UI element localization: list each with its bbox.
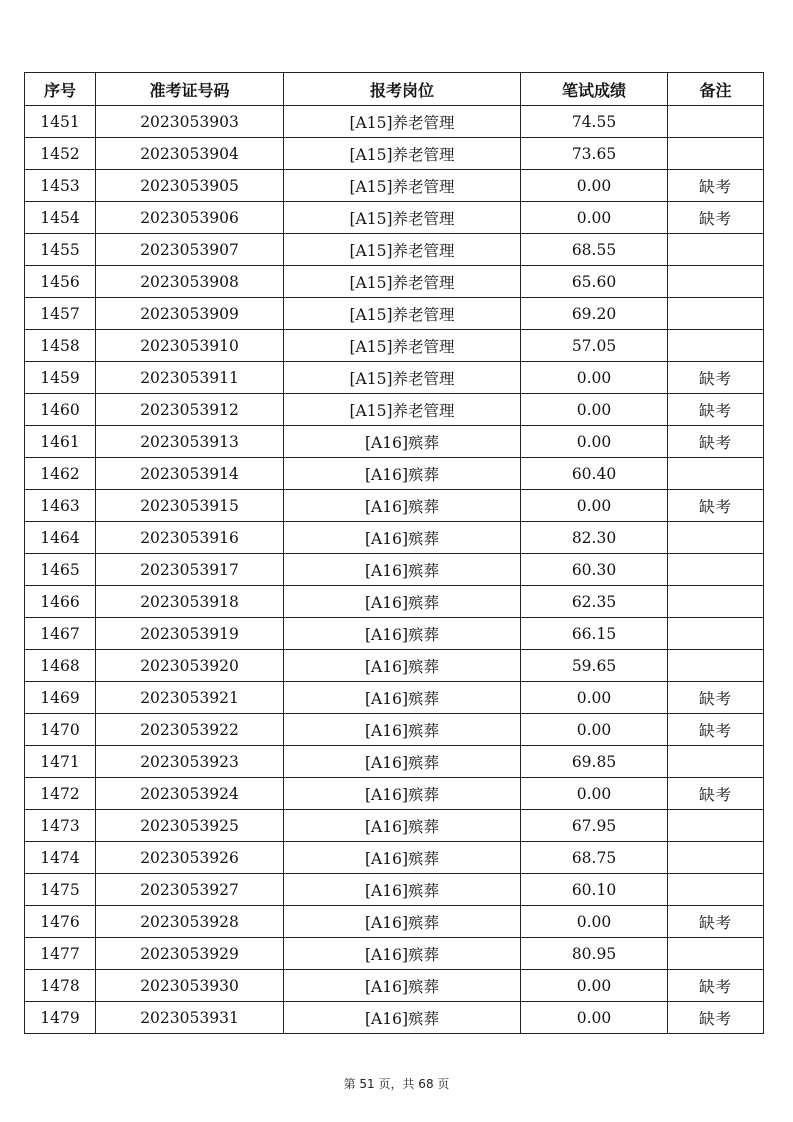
cell-written-score: 0.00 [521, 426, 668, 458]
header-position: 报考岗位 [284, 73, 521, 106]
cell-serial: 1478 [25, 970, 96, 1002]
cell-remark [668, 298, 764, 330]
cell-serial: 1452 [25, 138, 96, 170]
cell-position: [A16]殡葬 [284, 970, 521, 1002]
table-row [25, 426, 764, 458]
cell-serial: 1465 [25, 554, 96, 586]
cell-position: [A15]养老管理 [284, 362, 521, 394]
cell-ticket-number: 2023053909 [96, 298, 284, 330]
cell-ticket-number: 2023053915 [96, 490, 284, 522]
cell-remark: 缺考 [668, 170, 764, 202]
cell-written-score: 69.85 [521, 746, 668, 778]
table-row [25, 490, 764, 522]
cell-remark: 缺考 [668, 394, 764, 426]
cell-serial: 1458 [25, 330, 96, 362]
cell-position: [A15]养老管理 [284, 202, 521, 234]
cell-remark [668, 842, 764, 874]
cell-position: [A16]殡葬 [284, 586, 521, 618]
cell-remark: 缺考 [668, 682, 764, 714]
cell-position: [A16]殡葬 [284, 778, 521, 810]
header-ticket-number: 准考证号码 [96, 73, 284, 106]
cell-remark [668, 330, 764, 362]
table-body [25, 106, 764, 1034]
table-header-row [25, 73, 764, 106]
cell-ticket-number: 2023053913 [96, 426, 284, 458]
cell-ticket-number: 2023053926 [96, 842, 284, 874]
table-row [25, 714, 764, 746]
cell-remark [668, 458, 764, 490]
cell-serial: 1462 [25, 458, 96, 490]
cell-ticket-number: 2023053927 [96, 874, 284, 906]
cell-position: [A16]殡葬 [284, 650, 521, 682]
table-row [25, 842, 764, 874]
score-table [24, 72, 764, 1034]
cell-ticket-number: 2023053930 [96, 970, 284, 1002]
cell-ticket-number: 2023053917 [96, 554, 284, 586]
cell-remark: 缺考 [668, 778, 764, 810]
cell-position: [A16]殡葬 [284, 490, 521, 522]
cell-ticket-number: 2023053923 [96, 746, 284, 778]
table-row [25, 362, 764, 394]
cell-written-score: 62.35 [521, 586, 668, 618]
cell-serial: 1473 [25, 810, 96, 842]
table-row [25, 682, 764, 714]
table-row [25, 874, 764, 906]
cell-written-score: 0.00 [521, 906, 668, 938]
cell-serial: 1476 [25, 906, 96, 938]
cell-remark: 缺考 [668, 1002, 764, 1034]
cell-serial: 1463 [25, 490, 96, 522]
cell-written-score: 68.55 [521, 234, 668, 266]
cell-position: [A16]殡葬 [284, 1002, 521, 1034]
cell-written-score: 67.95 [521, 810, 668, 842]
cell-written-score: 65.60 [521, 266, 668, 298]
table-row [25, 170, 764, 202]
cell-remark: 缺考 [668, 970, 764, 1002]
cell-remark [668, 746, 764, 778]
cell-written-score: 0.00 [521, 970, 668, 1002]
cell-position: [A16]殡葬 [284, 522, 521, 554]
cell-ticket-number: 2023053924 [96, 778, 284, 810]
cell-position: [A15]养老管理 [284, 170, 521, 202]
cell-ticket-number: 2023053931 [96, 1002, 284, 1034]
cell-remark [668, 234, 764, 266]
cell-position: [A16]殡葬 [284, 810, 521, 842]
cell-written-score: 0.00 [521, 1002, 668, 1034]
cell-remark [668, 266, 764, 298]
cell-written-score: 60.30 [521, 554, 668, 586]
cell-serial: 1457 [25, 298, 96, 330]
cell-serial: 1459 [25, 362, 96, 394]
cell-written-score: 74.55 [521, 106, 668, 138]
cell-ticket-number: 2023053903 [96, 106, 284, 138]
table-row [25, 458, 764, 490]
cell-remark [668, 618, 764, 650]
cell-position: [A16]殡葬 [284, 938, 521, 970]
table-row [25, 810, 764, 842]
cell-written-score: 0.00 [521, 682, 668, 714]
table-row [25, 522, 764, 554]
cell-position: [A15]养老管理 [284, 138, 521, 170]
cell-serial: 1467 [25, 618, 96, 650]
cell-remark: 缺考 [668, 714, 764, 746]
cell-written-score: 82.30 [521, 522, 668, 554]
cell-position: [A16]殡葬 [284, 842, 521, 874]
cell-ticket-number: 2023053928 [96, 906, 284, 938]
table-row [25, 330, 764, 362]
cell-written-score: 68.75 [521, 842, 668, 874]
table-row [25, 234, 764, 266]
cell-remark: 缺考 [668, 202, 764, 234]
cell-serial: 1470 [25, 714, 96, 746]
cell-ticket-number: 2023053910 [96, 330, 284, 362]
table-row [25, 266, 764, 298]
cell-remark [668, 938, 764, 970]
cell-position: [A15]养老管理 [284, 394, 521, 426]
cell-written-score: 59.65 [521, 650, 668, 682]
header-serial: 序号 [25, 73, 96, 106]
table-row [25, 394, 764, 426]
cell-remark [668, 138, 764, 170]
cell-ticket-number: 2023053911 [96, 362, 284, 394]
cell-position: [A16]殡葬 [284, 426, 521, 458]
table-row [25, 298, 764, 330]
cell-ticket-number: 2023053908 [96, 266, 284, 298]
cell-remark [668, 586, 764, 618]
cell-written-score: 60.40 [521, 458, 668, 490]
cell-position: [A15]养老管理 [284, 330, 521, 362]
cell-position: [A15]养老管理 [284, 298, 521, 330]
cell-position: [A15]养老管理 [284, 266, 521, 298]
cell-serial: 1456 [25, 266, 96, 298]
cell-ticket-number: 2023053916 [96, 522, 284, 554]
cell-serial: 1460 [25, 394, 96, 426]
cell-serial: 1479 [25, 1002, 96, 1034]
cell-ticket-number: 2023053920 [96, 650, 284, 682]
cell-ticket-number: 2023053918 [96, 586, 284, 618]
cell-remark: 缺考 [668, 490, 764, 522]
cell-written-score: 0.00 [521, 778, 668, 810]
cell-position: [A16]殡葬 [284, 554, 521, 586]
cell-remark: 缺考 [668, 906, 764, 938]
cell-ticket-number: 2023053906 [96, 202, 284, 234]
cell-remark [668, 874, 764, 906]
cell-ticket-number: 2023053905 [96, 170, 284, 202]
cell-written-score: 60.10 [521, 874, 668, 906]
cell-written-score: 0.00 [521, 202, 668, 234]
table-row [25, 746, 764, 778]
cell-serial: 1454 [25, 202, 96, 234]
cell-position: [A16]殡葬 [284, 714, 521, 746]
cell-ticket-number: 2023053919 [96, 618, 284, 650]
header-written-score: 笔试成绩 [521, 73, 668, 106]
cell-remark: 缺考 [668, 362, 764, 394]
cell-written-score: 73.65 [521, 138, 668, 170]
cell-remark [668, 810, 764, 842]
cell-remark [668, 106, 764, 138]
cell-serial: 1466 [25, 586, 96, 618]
cell-position: [A15]养老管理 [284, 106, 521, 138]
cell-written-score: 0.00 [521, 394, 668, 426]
cell-remark [668, 554, 764, 586]
cell-remark [668, 650, 764, 682]
table-row [25, 650, 764, 682]
cell-position: [A16]殡葬 [284, 682, 521, 714]
cell-serial: 1461 [25, 426, 96, 458]
cell-remark: 缺考 [668, 426, 764, 458]
cell-serial: 1475 [25, 874, 96, 906]
cell-remark [668, 522, 764, 554]
cell-position: [A16]殡葬 [284, 746, 521, 778]
table-row [25, 202, 764, 234]
table-row [25, 586, 764, 618]
cell-serial: 1474 [25, 842, 96, 874]
cell-written-score: 0.00 [521, 362, 668, 394]
cell-ticket-number: 2023053922 [96, 714, 284, 746]
cell-serial: 1468 [25, 650, 96, 682]
cell-serial: 1471 [25, 746, 96, 778]
cell-position: [A16]殡葬 [284, 874, 521, 906]
cell-written-score: 69.20 [521, 298, 668, 330]
cell-position: [A16]殡葬 [284, 618, 521, 650]
table-row [25, 970, 764, 1002]
cell-ticket-number: 2023053912 [96, 394, 284, 426]
table-row [25, 1002, 764, 1034]
cell-written-score: 57.05 [521, 330, 668, 362]
table-row [25, 618, 764, 650]
cell-written-score: 66.15 [521, 618, 668, 650]
table-row [25, 106, 764, 138]
cell-written-score: 0.00 [521, 170, 668, 202]
cell-serial: 1469 [25, 682, 96, 714]
cell-serial: 1451 [25, 106, 96, 138]
cell-position: [A16]殡葬 [284, 458, 521, 490]
table-row [25, 938, 764, 970]
cell-written-score: 0.00 [521, 490, 668, 522]
table-row [25, 138, 764, 170]
cell-ticket-number: 2023053907 [96, 234, 284, 266]
table-row [25, 906, 764, 938]
table-row [25, 778, 764, 810]
cell-ticket-number: 2023053914 [96, 458, 284, 490]
cell-written-score: 80.95 [521, 938, 668, 970]
cell-ticket-number: 2023053904 [96, 138, 284, 170]
cell-position: [A16]殡葬 [284, 906, 521, 938]
cell-serial: 1464 [25, 522, 96, 554]
table-row [25, 554, 764, 586]
cell-serial: 1453 [25, 170, 96, 202]
cell-serial: 1477 [25, 938, 96, 970]
page-footer: 第 51 页，共 68 页 [343, 1077, 450, 1091]
cell-serial: 1472 [25, 778, 96, 810]
cell-ticket-number: 2023053929 [96, 938, 284, 970]
header-remark: 备注 [668, 73, 764, 106]
cell-ticket-number: 2023053921 [96, 682, 284, 714]
cell-written-score: 0.00 [521, 714, 668, 746]
cell-ticket-number: 2023053925 [96, 810, 284, 842]
cell-position: [A15]养老管理 [284, 234, 521, 266]
cell-serial: 1455 [25, 234, 96, 266]
